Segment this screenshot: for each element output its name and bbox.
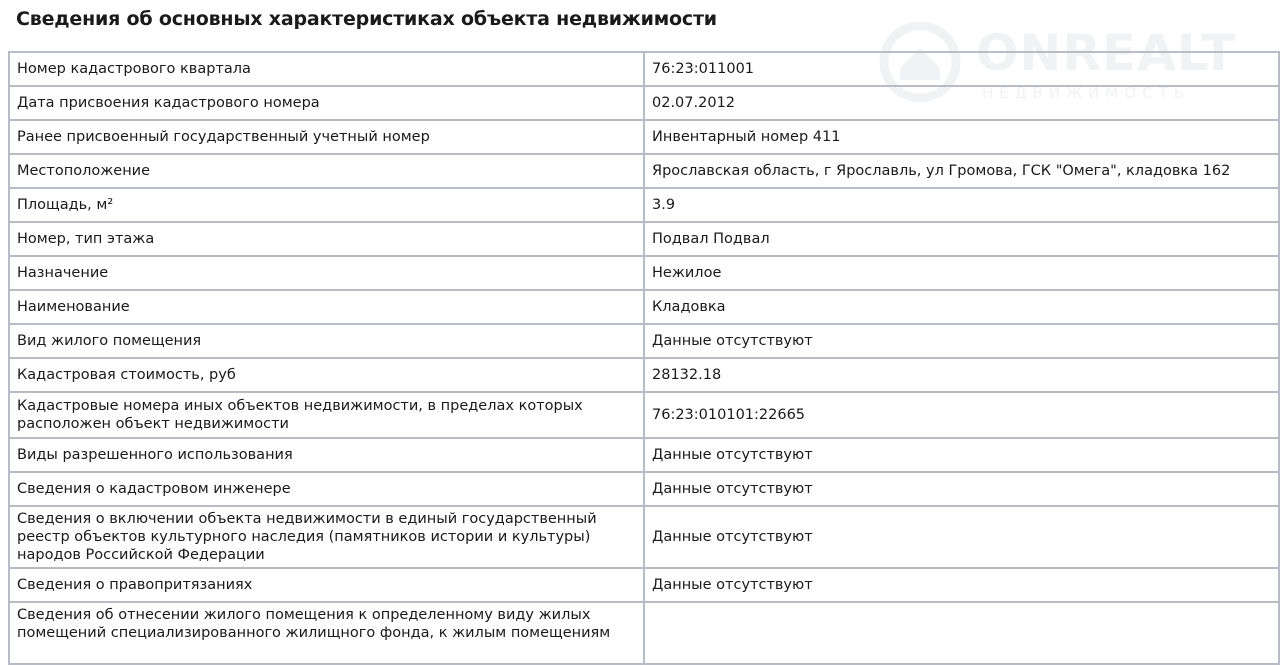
row-value: 3.9 <box>644 188 1279 222</box>
page-title: Сведения об основных характеристиках объекта недвижимости <box>16 8 717 30</box>
row-value: 02.07.2012 <box>644 86 1279 120</box>
table-row <box>9 154 1279 188</box>
row-label: Назначение <box>9 256 644 290</box>
row-label: Сведения об отнесении жилого помещения к определенному виду жилых помещений специализированного жилищного фонда, к жилым помещениям <box>9 602 644 664</box>
row-label: Номер кадастрового квартала <box>9 52 644 86</box>
table-row <box>9 602 1279 664</box>
row-value: 28132.18 <box>644 358 1279 392</box>
property-info-table <box>8 51 1280 665</box>
row-value: Данные отсутствуют <box>644 568 1279 602</box>
row-value: Нежилое <box>644 256 1279 290</box>
table-row <box>9 392 1279 438</box>
table-row <box>9 472 1279 506</box>
table-row <box>9 506 1279 568</box>
row-label: Сведения о включении объекта недвижимости в единый государственный реестр объектов культурного наследия (памятников истории и культуры) народов Российской Федерации <box>9 506 644 568</box>
row-value: 76:23:011001 <box>644 52 1279 86</box>
watermark-tagline: НЕДВИЖИМОСТЬ <box>982 84 1191 102</box>
table-row <box>9 438 1279 472</box>
table-row <box>9 290 1279 324</box>
row-value: Инвентарный номер 411 <box>644 120 1279 154</box>
row-label: Вид жилого помещения <box>9 324 644 358</box>
table-row <box>9 188 1279 222</box>
row-value: Кладовка <box>644 290 1279 324</box>
row-label: Наименование <box>9 290 644 324</box>
row-value: Данные отсутствуют <box>644 506 1279 568</box>
row-value <box>644 602 1279 664</box>
row-value: Данные отсутствуют <box>644 438 1279 472</box>
table-row <box>9 256 1279 290</box>
table-row <box>9 324 1279 358</box>
table-row <box>9 222 1279 256</box>
row-label: Виды разрешенного использования <box>9 438 644 472</box>
table-row <box>9 86 1279 120</box>
table-row <box>9 52 1279 86</box>
watermark-brand: ONREALT <box>976 24 1237 82</box>
row-label: Номер, тип этажа <box>9 222 644 256</box>
table-row <box>9 358 1279 392</box>
row-label: Ранее присвоенный государственный учетный номер <box>9 120 644 154</box>
row-label: Сведения о правопритязаниях <box>9 568 644 602</box>
row-label: Кадастровая стоимость, руб <box>9 358 644 392</box>
row-label: Площадь, м² <box>9 188 644 222</box>
table-row <box>9 120 1279 154</box>
row-value: Данные отсутствуют <box>644 324 1279 358</box>
row-value: 76:23:010101:22665 <box>644 392 1279 438</box>
row-label: Дата присвоения кадастрового номера <box>9 86 644 120</box>
row-label: Кадастровые номера иных объектов недвижимости, в пределах которых расположен объект недвижимости <box>9 392 644 438</box>
row-value: Ярославская область, г Ярославль, ул Громова, ГСК "Омега", кладовка 162 <box>644 154 1279 188</box>
table-row <box>9 568 1279 602</box>
row-label: Местоположение <box>9 154 644 188</box>
row-label: Сведения о кадастровом инженере <box>9 472 644 506</box>
row-value: Подвал Подвал <box>644 222 1279 256</box>
row-value: Данные отсутствуют <box>644 472 1279 506</box>
